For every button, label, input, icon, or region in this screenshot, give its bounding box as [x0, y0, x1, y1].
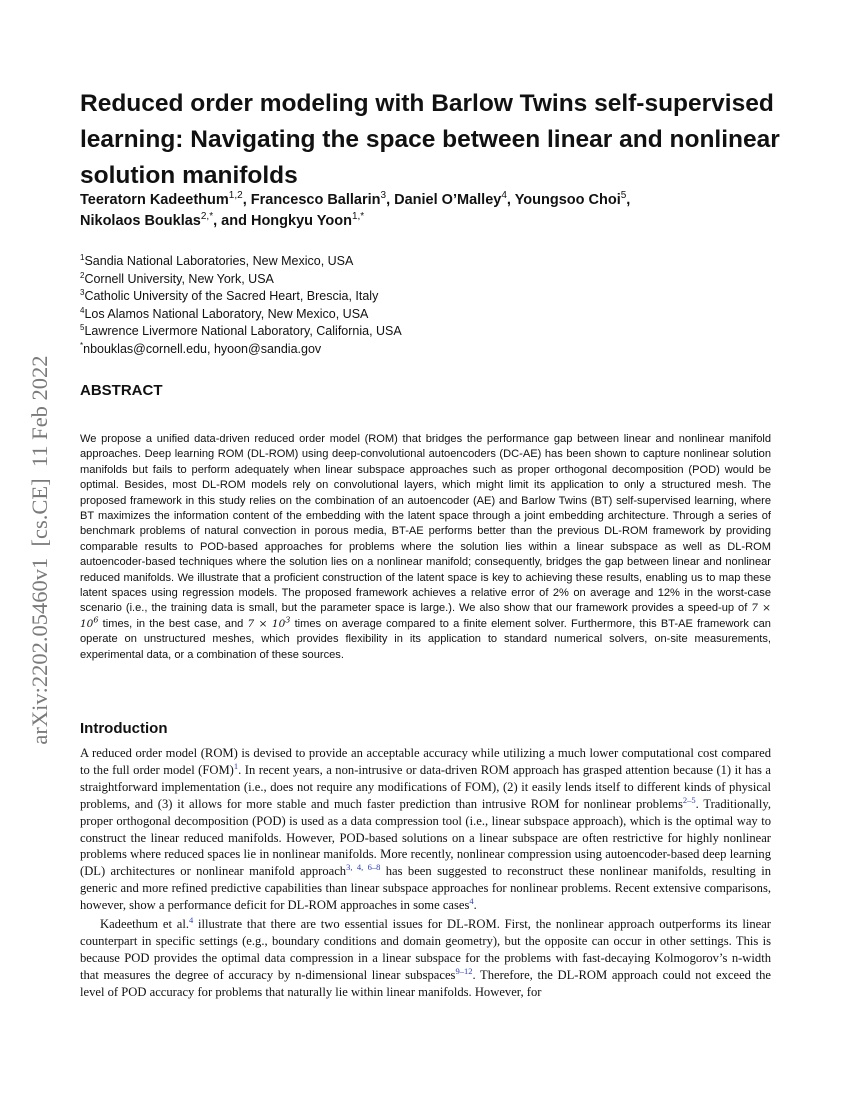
author: Nikolaos Bouklas$^{2,*}$,	[80, 211, 222, 229]
citation-link[interactable]: 4	[189, 914, 194, 925]
paragraph: Kadeethum et al.$^4$ illustrate that there are two essential issues for DL-ROM. First, the nonlinear approach outperforms its linear counterpart in specific settings (e.g., boundary conditions and domain geometry), but the opposite can occur in other settings. This is because POD provides the optimal data compression in a linear subspace for the problems with fast-decaying Kolmogorov’s n-width that measures the degree of accuracy by n-dimensional linear subspaces$^{9-12}$. Therefore, the DL-ROM approach could not exceed the level of POD accuracy for problems that naturally lie within linear manifolds. However, for	[80, 914, 771, 999]
author: Francesco Ballarin$^3$,	[250, 190, 395, 208]
citation-link[interactable]: 1	[233, 760, 239, 771]
corresponding-emails: *nbouklas@cornell.edu, hyoon@sandia.gov	[80, 340, 322, 356]
introduction-heading: Introduction	[80, 720, 168, 737]
abstract-body: We propose a unified data-driven reduced order model (ROM) that bridges the performance gap between linear and nonlinear manifold approaches. Deep learning ROM (DL-ROM) using deep-convolutional autoencoders (DC-AE) has been shown to capture nonlinear solution manifolds but fails to perform adequately when linear subspace approaches such as proper orthogonal decomposition (POD) would be optimal. Besides, most DL-ROM models rely on convolutional layers, which might limit its application to only a structured mesh. The proposed framework in this study relies on the combination of an autoencoder (AE) and Barlow Twins (BT) self-supervised learning, where BT maximizes the information content of the embedding with the latent space through a joint embedding architecture. Through a series of benchmark problems of natural convection in porous media, BT-AE performs better than the previous DL-ROM framework by providing comparable results to POD-based approaches for problems where the solution lies within a linear subspace as well as DL-ROM autoencoder-based techniques where the solution lies on a nonlinear manifold; consequently, bridges the gap between linear and nonlinear reduced manifolds. We illustrate that a proficient construction of the latent space is key to achieving these results, enabling us to map these latent spaces using regression models. The proposed framework achieves a relative error of 2% on average and 12% in the worst-case scenario (i.e., the training data is small, but the parameter space is large.). We also show that our framework provides a speed-up of $7 \times 10^6$ times, in the best case, and $7 \times 10^3$ times on average compared to a finite element solver. Furthermore, this BT-AE framework can operate on unstructured meshes, which provides flexibility in its application to standard numerical solvers, on-site measurements, experimental data, or a combination of these sources.	[80, 433, 771, 661]
speedup-average-value: $7 \times 10^3$	[247, 615, 291, 630]
affiliation: $^2$Cornell University, New York, USA	[80, 270, 274, 286]
affiliation: $^1$Sandia National Laboratories, New Mexico, USA	[80, 252, 354, 268]
citation-link[interactable]: 4	[469, 895, 474, 906]
paragraph: A reduced order model (ROM) is devised to provide an acceptable accuracy while utilizing a much lower computational cost compared to the full order model (FOM)$^1$. In recent years, a non-intrusive or data-driven ROM approach has grasped attention because (1) it has a straightforward implementation (i.e., does not require any modifications of FOM), (2) it easily lends itself to different kinds of physical problems, and (3) it allows for more stable and much faster prediction than intrusive ROM for nonlinear problems$^{2-5}$. Traditionally, proper orthogonal decomposition (POD) is used as a data compression tool (i.e., linear subspace approach), which is the optimal way to construct the linear reduced manifolds. However, POD-based solutions on a linear subspace are often restrictive for highly nonlinear problems where reduced spaces lie in nonlinear manifolds. More recently, nonlinear compression using autoencoder-based deep learning (DL) architectures or nonlinear manifold approach$^{3, 4, 6-8}$ has been suggested to reconstruct these nonlinear manifolds, resulting in generic and more refined predictive capabilities than linear subspace approaches for nonlinear problems. Recent extensive comparisons, however, show a performance deficit for DL-ROM approaches in some cases$^4$.	[80, 746, 771, 913]
affiliation: $^4$Los Alamos National Laboratory, New Mexico, USA	[80, 305, 369, 321]
introduction-body	[80, 745, 771, 1001]
arxiv-stamp-text: arXiv:2202.05460v1 [cs.CE] 11 Feb 2022	[27, 355, 52, 745]
author-list	[80, 190, 800, 232]
affiliation: $^3$Catholic University of the Sacred Heart, Brescia, Italy	[80, 288, 379, 304]
speedup-best-value: $7 \times 10^6$	[80, 602, 771, 630]
citation-link[interactable]: 2–5	[682, 794, 696, 805]
affiliation: $^5$Lawrence Livermore National Laboratory, California, USA	[80, 323, 402, 339]
citation-link[interactable]: 3, 4, 6–8	[346, 862, 381, 873]
author: Teeratorn Kadeethum$^{1,2}$,	[80, 190, 251, 208]
author: Youngsoo Choi$^5$,	[514, 190, 631, 208]
abstract-heading: ABSTRACT	[80, 382, 163, 399]
paper-title: Reduced order modeling with Barlow Twins self-supervised learning: Navigating the space between linear and nonlinear solution manifolds	[80, 90, 780, 189]
arxiv-stamp	[18, 300, 58, 800]
author: Daniel O’Malley$^4$,	[394, 190, 515, 208]
citation-link[interactable]: 9–12	[455, 965, 473, 976]
affiliation-list	[80, 253, 780, 359]
author: and Hongkyu Yoon$^{1,*}$	[221, 211, 365, 229]
